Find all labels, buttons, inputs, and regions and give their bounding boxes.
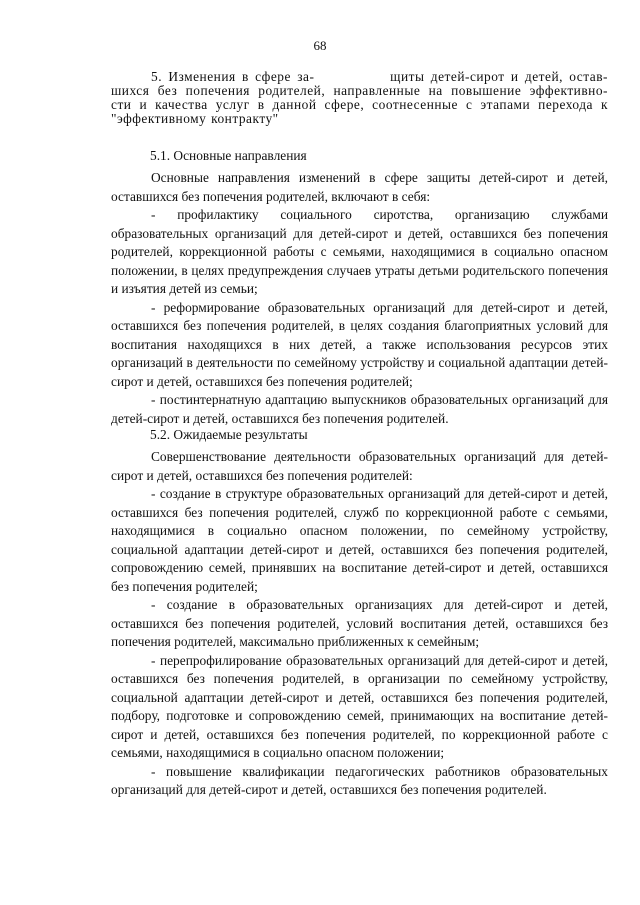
section-5-heading-line: сти и качества услуг в данной сфере, соотнесенные с этапами перехода к — [111, 97, 608, 112]
section-5-heading-line: шихся без попечения родителей, направленные на повышение эффективно- — [111, 83, 608, 98]
paragraph: Основные направления изменений в сфере защиты детей-сирот и детей, оставшихся без попечения родителей, включают в себя: — [111, 170, 608, 204]
section-5-heading-line: 5. Изменения в сфере за- щиты детей-сирот и детей, остав- — [151, 69, 608, 84]
paragraph: - перепрофилирование образовательных организаций для детей-сирот и детей, оставшихся без попечения родителей, в организации по семейному устройству, социальной адаптации детей-сирот и детей, оставшихся без попечения родителей, подбору, подготовке и сопровождению семей, принимающих на воспитание детей-сирот и детей, оставшихся без попечения родителей, по коррекционной работе с семьями, находящимися в социально опасном положении; — [111, 652, 608, 760]
page-number: 68 — [313, 38, 327, 53]
section-5-1-body — [111, 169, 608, 428]
paragraph: - создание в структуре образовательных организаций для детей-сирот и детей, оставшихся без попечения родителей, служб по коррекционной работе с семьями, находящимися в социально опасном положении, по семейному устройству, социальной адаптации детей-сирот и детей, оставшихся без попечения родителей, сопровождению семей, принявших на воспитание детей-сирот и детей, оставшихся без попечения родителей; — [111, 486, 608, 594]
section-5-heading-line: "эффективному контракту" — [111, 111, 279, 126]
section-5-2-body — [111, 448, 608, 800]
paragraph: Совершенствование деятельности образовательных организаций для детей-сирот и детей, оставшихся без попечения родителей: — [111, 449, 608, 483]
paragraph: - постинтернатную адаптацию выпускников образовательных организаций для детей-сирот и детей, оставшихся без попечения родителей. — [111, 392, 608, 426]
section-5-heading — [111, 70, 608, 126]
section-5-2-heading: 5.2. Ожидаемые результаты — [150, 427, 308, 442]
paragraph: - повышение квалификации педагогических работников образовательных организаций для детей-сирот и детей, оставшихся без попечения родителей. — [111, 763, 608, 797]
paragraph: - реформирование образовательных организаций для детей-сирот и детей, оставшихся без попечения родителей, в целях создания благоприятных условий для воспитания находящихся в них детей, а также использования ресурсов этих организаций в деятельности по семейному устройству и социальной адаптации детей-сирот и детей, оставшихся без попечения родителей; — [111, 299, 608, 389]
paragraph: - профилактику социального сиротства, организацию службами образовательных организаций для детей-сирот и детей, оставшихся без попечения родителей, коррекционной работы с семьями, находящимися в социально опасном положении, в целях предупреждения случаев утраты детьми родительского попечения и изъятия детей из семьи; — [111, 207, 608, 296]
section-5-1-heading: 5.1. Основные направления — [150, 148, 307, 163]
paragraph: - создание в образовательных организациях для детей-сирот и детей, оставшихся без попечения родителей, условий воспитания детей, оставшихся без попечения родителей, максимально приближенных к семейным; — [111, 597, 608, 649]
